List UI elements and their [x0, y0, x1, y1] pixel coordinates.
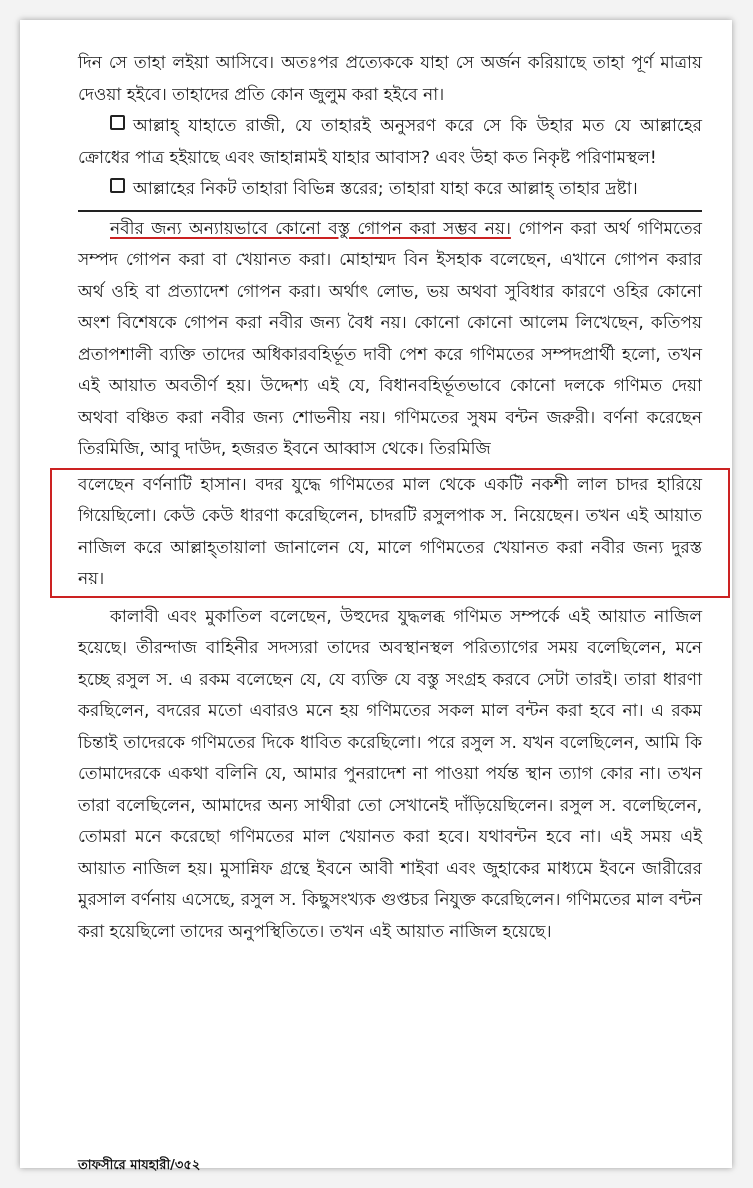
page-footer: তাফসীরে মাযহারী/৩৫২ — [78, 1158, 201, 1173]
bullet-text: আল্লাহের নিকট তাহারা বিভিন্ন স্তরের; তাহারা যাহা করে আল্লাহ্ তাহার দ্রষ্টা। — [133, 179, 638, 199]
translation-bullet — [78, 174, 702, 206]
translation-paragraph: দিন সে তাহা লইয়া আসিবে। অতঃপর প্রত্যেককে যাহা সে অর্জন করিয়াছে তাহা পূর্ণ মাত্রায় দেওয়া হইবে। তাহাদের প্রতি কোন জুলুম করা হইবে না। — [78, 53, 702, 105]
boxed-text: বলেছেন বর্ণনাটি হাসান। বদর যুদ্ধে গণিমতের মাল থেকে একটি নকশী লাল চাদর হারিয়ে গিয়েছিলো। কেউ কেউ ধারণা করেছিলেন, চাদরটি রসুলপাক স. নিয়েছেন। তখন এই আয়াত নাজিল করে আল্লাহ্তায়ালা জানালেন যে, মালে গণিমতের খেয়ানত করা নবীর জন্য দুরস্ত নয়। — [78, 474, 702, 589]
section-divider — [78, 210, 702, 212]
highlighted-phrase: নবীর জন্য অন্যায়ভাবে কোনো বস্তু গোপন করা সম্ভব নয়। — [110, 218, 511, 239]
bullet-box-icon — [110, 178, 125, 193]
page-body — [78, 48, 702, 948]
bullet-text: আল্লাহ্ যাহাতে রাজী, যে তাহারই অনুসরণ করে সে কি উহার মত যে আল্লাহের ক্রোধের পাত্র হইয়াছে এবং জাহান্নামই যাহার আবাস? এবং উহা কত নিকৃষ্ট পরিণামস্থল! — [78, 116, 702, 168]
translation-bullet — [78, 111, 702, 174]
highlighted-box — [50, 468, 730, 598]
book-page — [20, 20, 732, 1173]
commentary-paragraph — [78, 214, 702, 466]
commentary-text: গোপন করা অর্থ গণিমতের সম্পদ গোপন করা বা খেয়ানত করা। মোহাম্মদ বিন ইসহাক বলেছেন, এখানে গোপন করার অর্থ ওহি বা প্রত্যাদেশ গোপন করা। অর্থাৎ লোভ, ভয় অথবা সুবিধার কারণে ওহির কোনো অংশ বিশেষকে গোপন করা নবীর জন্য বৈধ নয়। কোনো কোনো আলেম লিখেছেন, কতিপয় প্রতাপশালী ব্যক্তি তাদের অধিকারবহির্ভূত দাবী পেশ করে গণিমতের সম্পদপ্রার্থী হলো, তখন এই আয়াত অবতীর্ণ হয়। উদ্দেশ্য এই যে, বিধানবহির্ভূতভাবে কোনো দলকে গণিমত দেয়া অথবা বঞ্চিত করা নবীর জন্য শোভনীয় নয়। গণিমতের সুষম বন্টন জরুরী। বর্ণনা করেছেন তিরমিজি, আবু দাউদ, হজরত ইবনে আব্বাস থেকে। তিরমিজি — [78, 218, 702, 459]
bullet-box-icon — [110, 115, 125, 130]
commentary-paragraph: কালাবী এবং মুকাতিল বলেছেন, উহুদের যুদ্ধলব্ধ গণিমত সম্পর্কে এই আয়াত নাজিল হয়েছে। তীরন্দাজ বাহিনীর সদস্যরা তাদের অবস্থানস্থল পরিত্যাগের সময় বলেছিলেন, মনে হচ্ছে রসুল স. এ রকম বলেছেন যে, যে ব্যক্তি যে বস্তু সংগ্রহ করবে সেটা তারই। তারা ধারণা করছিলেন, বদরের মতো এবারও মনে হয় গণিমতের সকল মাল বন্টন করা হবে না। এ রকম চিন্তাই তাদেরকে গণিমতের দিকে ধাবিত করেছিলো। পরে রসুল স. যখন বলেছিলেন, আমি কি তোমাদেরকে একথা বলিনি যে, আমার পুনরাদেশ না পাওয়া পর্যন্ত স্থান ত্যাগ কোর না। তখন তারা বলেছিলেন, আমাদের অন্য সাথীরা তো সেখানেই দাঁড়িয়েছিলেন। রসুল স. বলেছিলেন, তোমরা মনে করেছো গণিমতের মাল খেয়ানত করা হবে। যথাবন্টন হবে না। এই সময় এই আয়াত নাজিল হয়। মুসান্নিফ গ্রন্থে ইবনে আবী শাইবা এবং জুহাকের মাধ্যমে ইবনে জারীরের মুরসাল বর্ণনায় এসেছে, রসুল স. কিছুসংখ্যক গুপ্তচর নিযুক্ত করেছিলেন। গণিমতের মাল বন্টন করা হয়েছিলো তাদের অনুপস্থিতিতে। তখন এই আয়াত নাজিল হয়েছে। — [78, 606, 702, 942]
